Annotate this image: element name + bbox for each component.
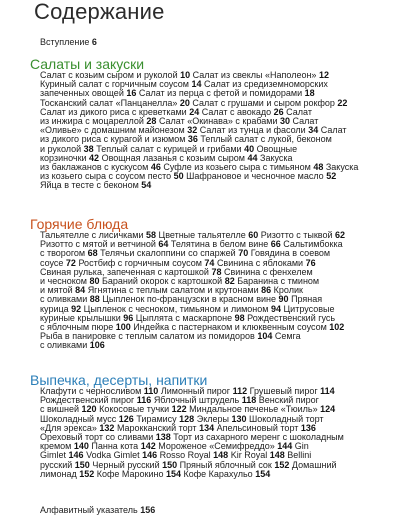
toc-entry-page: 36 xyxy=(185,134,198,145)
toc-entry-title[interactable]: Апельсиновый торт xyxy=(216,422,299,433)
toc-entry-page: 72 xyxy=(63,257,76,268)
toc-entry-title[interactable]: Свиная рулька, запеченная с картошкой xyxy=(40,266,209,277)
toc-entry-title[interactable]: с творогом xyxy=(40,248,86,259)
toc-entry-title[interactable]: Мороженое «Семифреддо» xyxy=(158,441,275,452)
toc-entry-title[interactable]: Овощные xyxy=(256,143,298,154)
toc-entry-title[interactable]: Суфле из козьего сыра с тимьяном xyxy=(163,162,311,172)
toc-entry-page: 130 xyxy=(228,413,247,424)
toc-entry-title[interactable]: Пряный яблочный сок xyxy=(179,459,272,470)
toc-entry-title[interactable]: Bellini xyxy=(287,450,312,461)
toc-entry-title[interactable]: Шоколадный торт xyxy=(249,413,324,424)
toc-entry-title[interactable]: Кофе Карахульо xyxy=(183,468,253,479)
toc-entry-title[interactable]: курица xyxy=(40,303,69,314)
toc-entry-page: 154 xyxy=(163,468,181,479)
toc-entry-page: 114 xyxy=(317,386,335,396)
toc-entry-title[interactable]: Тирамису xyxy=(136,413,177,424)
toc-entry-page: 38 xyxy=(81,143,94,154)
toc-entry-page: 104 xyxy=(254,331,273,342)
toc-entry-title[interactable]: Венский пирог xyxy=(258,395,319,406)
toc-entry-page: 70 xyxy=(235,248,249,259)
toc-entry-title[interactable]: Свинина с яблоками xyxy=(216,257,304,268)
toc-entry-page: 26 xyxy=(271,106,284,117)
toc-entry-page: 16 xyxy=(123,88,137,99)
toc-entry-title[interactable]: Gimlet xyxy=(40,450,67,461)
toc-entry-page: 58 xyxy=(143,230,157,240)
toc-entry-page: 96 xyxy=(120,312,134,323)
toc-entry-title[interactable]: Салат из свеклы «Наполеон» xyxy=(192,70,317,80)
toc-entry-title[interactable]: Тосканский салат «Панцанелла» xyxy=(40,97,178,108)
toc-entry-title[interactable]: Салат из перца с фетой и помидорами xyxy=(138,88,303,99)
toc-entry-title[interactable]: русский xyxy=(40,459,73,470)
toc-entry-page: 20 xyxy=(177,97,190,108)
toc-entry-title[interactable]: Ореховый торт со сливами xyxy=(40,432,154,442)
toc-entry-page: 78 xyxy=(208,266,222,277)
toc-entry-title[interactable]: Свинина с фенхелем xyxy=(223,266,313,277)
toc-entry-title[interactable]: Кофе Марокино xyxy=(96,468,164,479)
toc-entry-page: 82 xyxy=(222,276,235,286)
toc-entry-page: 42 xyxy=(86,152,100,163)
toc-entry-title[interactable]: Черный русский xyxy=(92,459,160,470)
toc-entry-title[interactable]: «Для эрекса» xyxy=(40,422,97,433)
toc-entry-title[interactable]: Рождественский пирог xyxy=(40,395,135,406)
toc-entry-title[interactable]: Ризотто с тыквой xyxy=(260,230,333,240)
toc-entry-title[interactable]: и мятой xyxy=(40,285,73,296)
toc-line xyxy=(40,180,151,190)
toc-entry-page: 106 xyxy=(87,340,105,351)
toc-entry-title[interactable]: Vodka Gimlet xyxy=(86,450,140,461)
toc-entry-page: 132 xyxy=(96,422,115,433)
toc-entry-title[interactable]: с яблочным пюре xyxy=(40,322,114,332)
toc-entry-title[interactable]: Цитрусовые xyxy=(283,303,335,314)
toc-entry-page: 10 xyxy=(177,70,191,80)
section-heading[interactable]: Выпечка, десерты, напитки xyxy=(30,372,208,388)
toc-entry-title[interactable]: Клафути с черносливом xyxy=(40,386,142,396)
toc-entry-title[interactable]: Лимонный пирог xyxy=(160,386,231,396)
toc-entry-title[interactable]: Индейка с пастернаком и клюквенным соусом xyxy=(133,322,327,332)
toc-entry-page: 50 xyxy=(171,171,184,182)
toc-entry-page: 148 xyxy=(267,450,285,461)
toc-index[interactable] xyxy=(40,505,155,515)
toc-entry-page: 46 xyxy=(148,162,161,172)
toc-entry-page: 102 xyxy=(326,322,345,332)
toc-entry-page: 118 xyxy=(239,395,257,406)
toc-entry-title[interactable]: Эклеры xyxy=(196,413,229,424)
toc-entry-title[interactable]: Овощная лазанья с козьим сыром xyxy=(101,152,245,163)
toc-entry-title[interactable]: Панна кота xyxy=(91,441,139,452)
toc-entry-title[interactable]: Грушевый пирог xyxy=(249,386,318,396)
toc-entry-title[interactable]: Цветные тальятелле xyxy=(158,230,246,240)
toc-entry-page: 74 xyxy=(201,257,215,268)
toc-entry-title[interactable]: Салат xyxy=(292,116,319,126)
toc-entry-page: 90 xyxy=(276,294,289,305)
toc-entry-page: 92 xyxy=(68,303,82,314)
toc-entry-title[interactable]: Миндальное печенье «Тюиль» xyxy=(189,404,318,415)
toc-entry-page: 94 xyxy=(268,303,281,314)
toc-entry-title[interactable]: Рыба в панировке с теплым салатом из помидоров xyxy=(40,331,255,342)
toc-entry-title[interactable]: Говядина в соевом xyxy=(250,248,331,259)
toc-entry-page: 144 xyxy=(274,441,293,452)
toc-entry-page: 150 xyxy=(159,459,178,470)
toc-entry-title[interactable]: Закуска xyxy=(325,162,359,172)
toc-entry-title[interactable]: с оливками xyxy=(40,294,88,305)
toc-entry-page: 140 xyxy=(71,441,89,452)
toc-entry-page: 138 xyxy=(153,432,171,442)
toc-entry-page: 14 xyxy=(188,79,202,90)
toc-entry-title[interactable]: Бараний окорок с картошкой xyxy=(101,276,223,286)
toc-entry-page: 48 xyxy=(310,162,324,172)
toc-entry-page: 126 xyxy=(116,413,134,424)
toc-entry-page: 28 xyxy=(143,116,157,126)
toc-entry-title[interactable]: Куриный салат с горчичным соусом xyxy=(40,79,189,90)
toc-entry-title[interactable]: Теплый салат с лукой, беконом xyxy=(200,134,332,145)
toc-entry-title[interactable]: Яйца в тесте с беконом xyxy=(40,180,139,191)
toc-entry-title[interactable]: Ягнятина с теплым салатом и крутонами xyxy=(87,285,259,296)
toc-entry-title[interactable]: Цыпленок с чесноком, тимьяном и лимоном xyxy=(83,303,269,314)
toc-entry-page: 34 xyxy=(305,125,319,136)
toc-entry-title[interactable]: Закуска xyxy=(260,152,293,163)
toc-entry-page: 128 xyxy=(176,413,195,424)
toc-entry-page: 44 xyxy=(244,152,258,163)
toc-entry-page: 146 xyxy=(139,450,158,461)
toc-entry-page: 54 xyxy=(138,180,152,191)
toc-entry-title[interactable]: Домашний xyxy=(291,459,337,470)
intro-page: 6 xyxy=(91,37,97,47)
toc-entry-page: 22 xyxy=(334,97,348,108)
toc-entry-title[interactable]: Rosso Royal xyxy=(159,450,211,461)
toc-entry-page: 116 xyxy=(134,395,152,406)
toc-entry-title[interactable]: из дикого риса с курагой и изюмом xyxy=(40,134,186,145)
toc-entry-title[interactable]: Цыпленок по-французски в красном вине xyxy=(102,294,277,305)
toc-entry-title[interactable]: Семга xyxy=(274,331,301,342)
toc-entry-page: 142 xyxy=(138,441,156,452)
toc-entry-title[interactable]: Салат с грушами и сыром рокфор xyxy=(192,97,335,108)
toc-entry-page: 110 xyxy=(141,386,159,396)
toc-entry-title[interactable]: кремом xyxy=(40,441,72,452)
toc-entry-title[interactable]: Яблочный штрудель xyxy=(153,395,240,406)
toc-entry-page: 152 xyxy=(76,468,95,479)
toc-entry-page: 18 xyxy=(302,88,315,99)
toc-entry-page: 112 xyxy=(230,386,248,396)
toc-entry-title[interactable]: с оливками xyxy=(40,340,88,351)
toc-entry-page: 40 xyxy=(241,143,255,154)
toc-entry-title[interactable]: Салат с авокадо xyxy=(201,106,272,117)
toc-entry-title[interactable]: из инжира с моцареллой xyxy=(40,116,144,126)
toc-entry-page: 12 xyxy=(316,70,329,80)
toc-entry-title[interactable]: «Оливье» с домашним майонезом xyxy=(40,125,185,136)
index-page: 156 xyxy=(140,505,156,515)
toc-entry-title[interactable]: Салат из средиземноморских xyxy=(204,79,328,90)
toc-entry-title[interactable]: Телячьи скалоппини со спаржей xyxy=(100,248,236,259)
toc-entry-title[interactable]: Тальятелле с лисичками xyxy=(40,230,144,240)
toc-entry-title[interactable]: Шафрановое и чесночное масло xyxy=(186,171,324,182)
toc-entry-title[interactable]: Ризотто с мятой и ветчиной xyxy=(40,239,156,250)
toc-entry-page: 154 xyxy=(252,468,271,479)
toc-entry-page: 76 xyxy=(303,257,316,268)
toc-entry-page: 86 xyxy=(258,285,272,296)
toc-entry-title[interactable]: из баклажанов с кускусом xyxy=(40,162,149,172)
toc-entry-page: 152 xyxy=(271,459,290,470)
toc-entry-title[interactable]: и руколой xyxy=(40,143,82,154)
toc-entry-title[interactable]: Салат из дикого риса с креветками xyxy=(40,106,187,117)
toc-entry-title[interactable]: Торт из сахарного меренг с шоколадным xyxy=(173,432,344,442)
toc-entry-title[interactable]: Телятина в белом вине xyxy=(170,239,269,250)
toc-entry-title[interactable]: соусе xyxy=(40,257,64,268)
intro-label: Вступление xyxy=(40,37,90,47)
toc-entry-page: 80 xyxy=(86,276,100,286)
toc-entry-title[interactable]: Салат xyxy=(286,106,312,117)
toc-entry-title[interactable]: Кокосовые тучки xyxy=(99,404,170,415)
toc-entry-page: 62 xyxy=(332,230,346,240)
toc-entry-title[interactable]: Теплый салат с курицей и грибами xyxy=(96,143,242,154)
toc-entry-title[interactable]: из козьего сыра с соусом песто xyxy=(40,171,172,182)
toc-line xyxy=(40,340,105,350)
toc-entry-page: 66 xyxy=(268,239,281,250)
toc-entry-page: 120 xyxy=(79,404,97,415)
toc-entry-page: 84 xyxy=(72,285,86,296)
toc-entry-title[interactable]: Цыплята с маскарпоне xyxy=(135,312,233,323)
toc-entry-page: 64 xyxy=(155,239,169,250)
toc-entry-page: 88 xyxy=(87,294,100,305)
toc-entry-title[interactable]: с вишней xyxy=(40,404,80,415)
toc-entry-title[interactable]: Kir Royal xyxy=(230,450,268,461)
toc-entry-page: 150 xyxy=(72,459,90,470)
toc-entry-title[interactable]: запеченных овощей xyxy=(40,88,124,99)
toc-entry-page: 148 xyxy=(210,450,229,461)
toc-entry-title[interactable]: Рождественский гусь xyxy=(247,312,336,323)
toc-intro[interactable] xyxy=(40,37,97,47)
toc-entry-title[interactable]: корзиночки xyxy=(40,152,87,163)
toc-entry-title[interactable]: Салат с козьим сыром и руколой xyxy=(40,70,178,80)
toc-entry-title[interactable]: Сальтимбокка xyxy=(283,239,343,250)
toc-entry-page: 136 xyxy=(298,422,316,433)
toc-entry-title[interactable]: и чесноком xyxy=(40,276,87,286)
index-label: Алфавитный указатель xyxy=(40,505,138,515)
toc-entry-title[interactable]: Ростбиф с горчичным соусом xyxy=(78,257,202,268)
toc-entry-page: 134 xyxy=(196,422,215,433)
toc-entry-title[interactable]: Салат «Окинава» с крабами xyxy=(158,116,278,126)
toc-entry-title[interactable]: Салат из тунца и фасоли xyxy=(199,125,306,136)
toc-entry-title[interactable]: Баранина с тмином xyxy=(237,276,320,286)
toc-entry-title[interactable]: Gin xyxy=(294,441,309,452)
toc-entry-page: 24 xyxy=(186,106,200,117)
toc-entry-page: 30 xyxy=(277,116,291,126)
toc-line xyxy=(40,469,270,479)
toc-entry-title[interactable]: Салат xyxy=(320,125,347,136)
toc-entry-page: 32 xyxy=(184,125,198,136)
toc-entry-title[interactable]: Пряная xyxy=(291,294,323,305)
toc-entry-title[interactable]: Шоколадный мусс xyxy=(40,413,117,424)
toc-entry-title[interactable]: Кролик xyxy=(273,285,303,296)
page-title: Содержание xyxy=(34,0,165,24)
toc-entry-page: 60 xyxy=(245,230,259,240)
toc-entry-page: 124 xyxy=(317,404,336,415)
toc-entry-title[interactable]: куриные крылышки xyxy=(40,312,121,323)
section-heading[interactable]: Горячие блюда xyxy=(30,216,129,232)
toc-entry-page: 98 xyxy=(232,312,245,323)
toc-entry-page: 100 xyxy=(113,322,131,332)
toc-entry-title[interactable]: Марокканский торт xyxy=(116,422,197,433)
toc-entry-page: 122 xyxy=(169,404,187,415)
section-heading[interactable]: Салаты и закуски xyxy=(30,56,145,72)
toc-entry-page: 146 xyxy=(66,450,84,461)
toc-entry-page: 52 xyxy=(323,171,337,182)
toc-entry-title[interactable]: лимонад xyxy=(40,468,77,479)
toc-entry-page: 68 xyxy=(85,248,98,259)
